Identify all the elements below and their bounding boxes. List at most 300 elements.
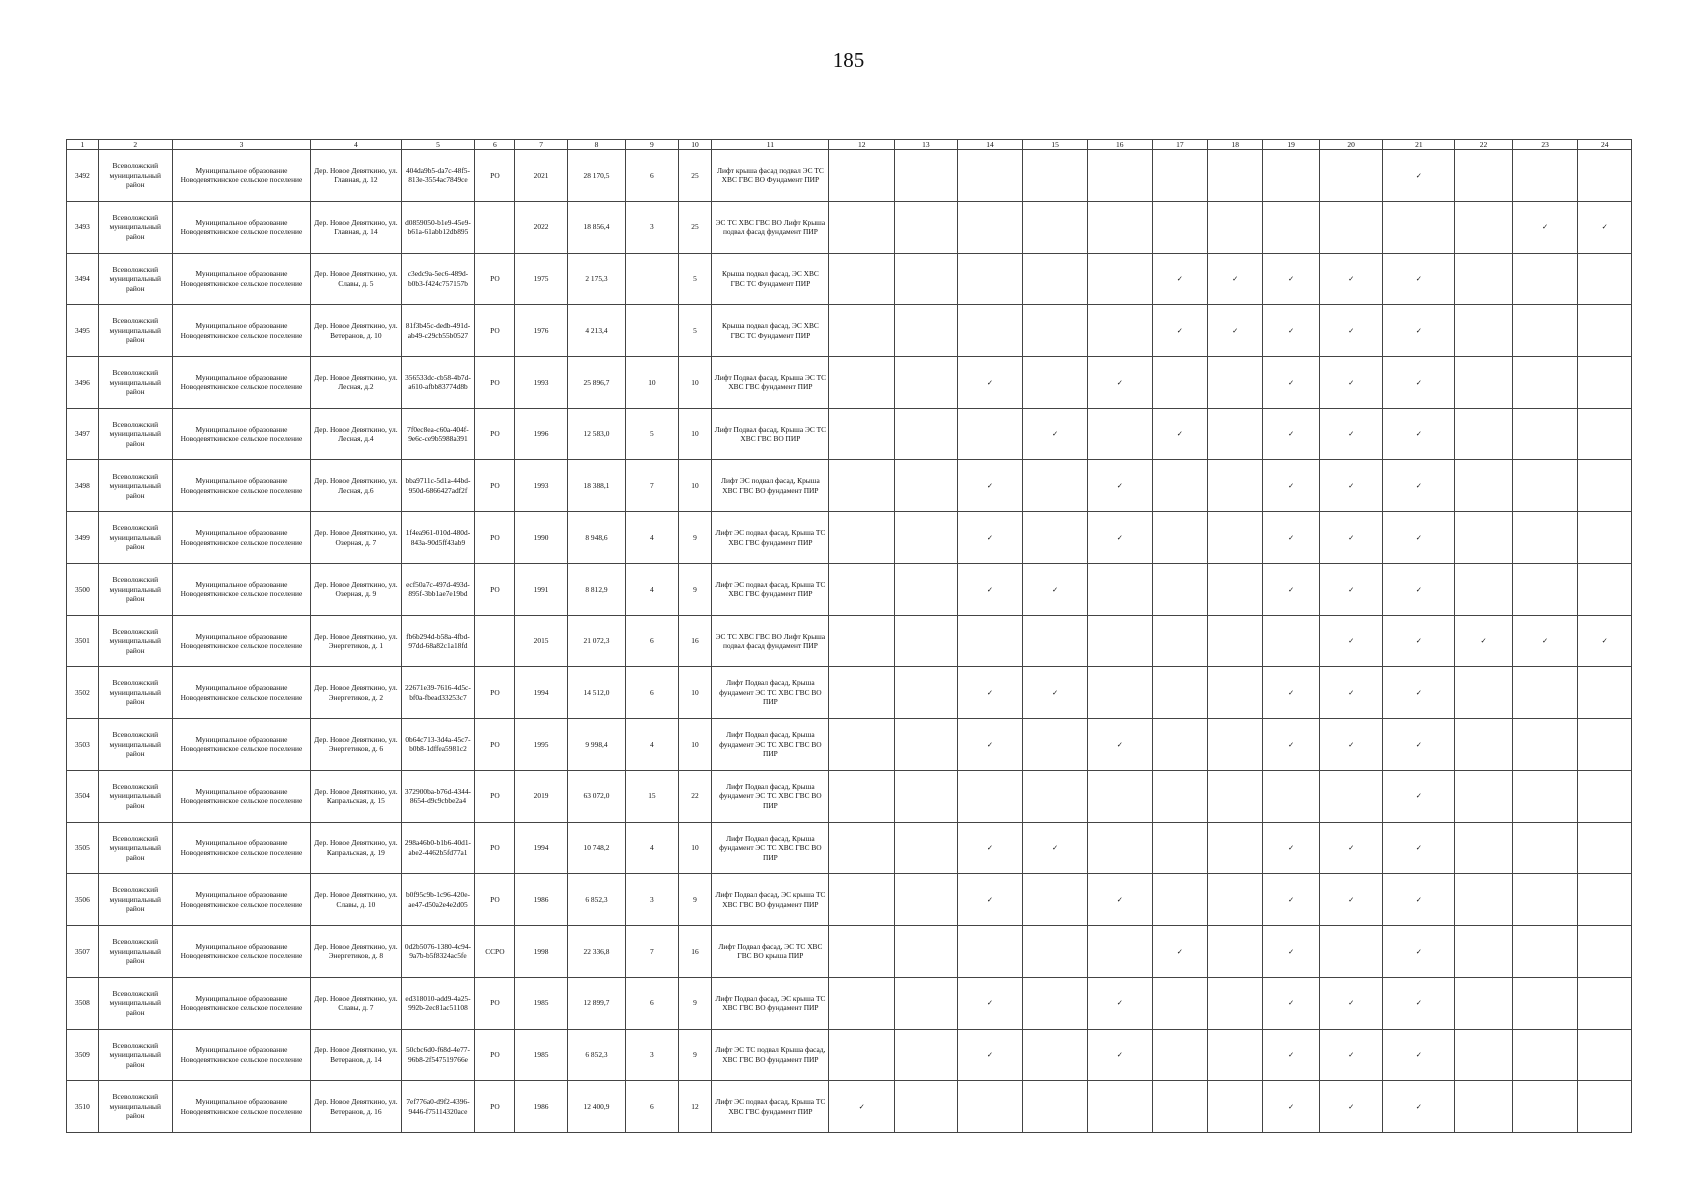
work-flag-col-20: ✓	[1319, 667, 1383, 719]
work-flag-col-14	[957, 408, 1023, 460]
work-flag-col-14: ✓	[957, 977, 1023, 1029]
address-cell: Дер. Новое Девяткино, ул. Главная, д. 12	[311, 150, 401, 202]
work-flag-col-22: ✓	[1455, 615, 1512, 667]
work-flag-col-19: ✓	[1263, 719, 1319, 771]
work-flag-col-12	[829, 563, 895, 615]
works-cell: Крыша подвал фасад, ЭС ХВС ГВС ТС Фундамент ПИР	[712, 305, 829, 357]
work-flag-col-16	[1087, 253, 1152, 305]
municipality-cell: Муниципальное образование Новодевяткинское сельское поселение	[172, 615, 311, 667]
column-number-24: 24	[1578, 140, 1632, 150]
table-row	[67, 874, 1632, 926]
area-cell: 12 899,7	[567, 977, 625, 1029]
work-flag-col-19: ✓	[1263, 1081, 1319, 1133]
work-flag-col-16	[1087, 926, 1152, 978]
work-flag-col-14	[957, 1081, 1023, 1133]
address-cell: Дер. Новое Девяткино, ул. Главная, д. 14	[311, 201, 401, 253]
column-number-13: 13	[895, 140, 958, 150]
address-cell: Дер. Новое Девяткино, ул. Энергетиков, д. 1	[311, 615, 401, 667]
fund-type-cell: РО	[475, 874, 515, 926]
work-flag-col-18	[1208, 150, 1263, 202]
house-id-cell: d0859050-b1e9-45e9-b61a-61abb12db895	[401, 201, 475, 253]
work-flag-col-22	[1455, 770, 1512, 822]
work-flag-col-19	[1263, 615, 1319, 667]
house-id-cell: ed318010-add9-4a25-992b-2ec81ac51108	[401, 977, 475, 1029]
municipality-cell: Муниципальное образование Новодевяткинское сельское поселение	[172, 460, 311, 512]
work-flag-col-21: ✓	[1383, 822, 1455, 874]
work-flag-col-16: ✓	[1087, 874, 1152, 926]
row-number: 3494	[67, 253, 99, 305]
build-year-cell: 1994	[515, 822, 567, 874]
work-flag-col-15	[1023, 874, 1088, 926]
work-flag-col-17: ✓	[1152, 253, 1207, 305]
work-flag-col-15	[1023, 201, 1088, 253]
work-flag-col-21: ✓	[1383, 408, 1455, 460]
work-flag-col-24	[1578, 356, 1632, 408]
build-year-cell: 1994	[515, 667, 567, 719]
address-cell: Дер. Новое Девяткино, ул. Лесная, д.6	[311, 460, 401, 512]
work-flag-col-17	[1152, 512, 1207, 564]
row-number: 3499	[67, 512, 99, 564]
work-flag-col-12	[829, 460, 895, 512]
work-flag-col-24: ✓	[1578, 201, 1632, 253]
area-cell: 14 512,0	[567, 667, 625, 719]
work-flag-col-22	[1455, 563, 1512, 615]
build-year-cell: 2019	[515, 770, 567, 822]
work-flag-col-15	[1023, 926, 1088, 978]
work-flag-col-15	[1023, 512, 1088, 564]
work-flag-col-21: ✓	[1383, 770, 1455, 822]
district-cell: Всеволожский муниципальный район	[98, 977, 172, 1029]
fund-type-cell: РО	[475, 512, 515, 564]
fund-type-cell: РО	[475, 770, 515, 822]
work-flag-col-23: ✓	[1512, 615, 1578, 667]
work-flag-col-17	[1152, 822, 1207, 874]
address-cell: Дер. Новое Девяткино, ул. Славы, д. 10	[311, 874, 401, 926]
work-flag-col-18	[1208, 822, 1263, 874]
table-row	[67, 408, 1632, 460]
row-number: 3495	[67, 305, 99, 357]
work-flag-col-13	[895, 1081, 958, 1133]
work-flag-col-17	[1152, 615, 1207, 667]
work-flag-col-17: ✓	[1152, 408, 1207, 460]
address-cell: Дер. Новое Девяткино, ул. Энергетиков, д. 2	[311, 667, 401, 719]
work-flag-col-13	[895, 977, 958, 1029]
house-id-cell: 356533dc-cb58-4b7d-a610-afbb83774d8b	[401, 356, 475, 408]
row-number: 3510	[67, 1081, 99, 1133]
municipality-cell: Муниципальное образование Новодевяткинское сельское поселение	[172, 926, 311, 978]
work-flag-col-21: ✓	[1383, 460, 1455, 512]
work-flag-col-20: ✓	[1319, 512, 1383, 564]
fund-type-cell	[475, 615, 515, 667]
build-year-cell: 2015	[515, 615, 567, 667]
column-number-21: 21	[1383, 140, 1455, 150]
work-flag-col-22	[1455, 356, 1512, 408]
work-flag-col-22	[1455, 201, 1512, 253]
work-flag-col-15	[1023, 615, 1088, 667]
municipality-cell: Муниципальное образование Новодевяткинское сельское поселение	[172, 667, 311, 719]
table-row	[67, 770, 1632, 822]
house-id-cell: 1f4ea961-010d-480d-843a-90d5ff43ab9	[401, 512, 475, 564]
build-year-cell: 1998	[515, 926, 567, 978]
district-cell: Всеволожский муниципальный район	[98, 822, 172, 874]
work-flag-col-13	[895, 1029, 958, 1081]
works-cell: Лифт Подвал фасад, ЭС ТС ХВС ГВС ВО крыша ПИР	[712, 926, 829, 978]
work-flag-col-21: ✓	[1383, 563, 1455, 615]
work-flag-col-18	[1208, 719, 1263, 771]
work-flag-col-12	[829, 615, 895, 667]
works-cell: Лифт ЭС ТС подвал Крыша фасад, ХВС ГВС ВО фундамент ПИР	[712, 1029, 829, 1081]
work-flag-col-13	[895, 150, 958, 202]
table-row	[67, 719, 1632, 771]
work-flag-col-24	[1578, 874, 1632, 926]
works-cell: Лифт ЭС подвал фасад, Крыша ТС ХВС ГВС фундамент ПИР	[712, 563, 829, 615]
work-flag-col-14: ✓	[957, 719, 1023, 771]
work-flag-col-23	[1512, 305, 1578, 357]
work-flag-col-15	[1023, 770, 1088, 822]
column-number-row	[67, 140, 1632, 150]
work-flag-col-17	[1152, 460, 1207, 512]
column-number-2: 2	[98, 140, 172, 150]
area-cell: 12 400,9	[567, 1081, 625, 1133]
work-flag-col-13	[895, 770, 958, 822]
build-year-cell: 2022	[515, 201, 567, 253]
work-flag-col-19: ✓	[1263, 563, 1319, 615]
work-flag-col-16: ✓	[1087, 977, 1152, 1029]
work-flag-col-21: ✓	[1383, 926, 1455, 978]
work-flag-col-14	[957, 201, 1023, 253]
municipality-cell: Муниципальное образование Новодевяткинское сельское поселение	[172, 719, 311, 771]
fund-type-cell: РО	[475, 822, 515, 874]
work-flag-col-24	[1578, 926, 1632, 978]
work-flag-col-14	[957, 150, 1023, 202]
work-flag-col-12	[829, 1029, 895, 1081]
area-cell: 4 213,4	[567, 305, 625, 357]
work-flag-col-13	[895, 460, 958, 512]
work-flag-col-18: ✓	[1208, 253, 1263, 305]
fund-type-cell	[475, 201, 515, 253]
term-cell: 10	[678, 719, 712, 771]
work-flag-col-21: ✓	[1383, 253, 1455, 305]
municipality-cell: Муниципальное образование Новодевяткинское сельское поселение	[172, 408, 311, 460]
work-flag-col-18	[1208, 874, 1263, 926]
work-flag-col-18	[1208, 977, 1263, 1029]
house-id-cell: 372900ba-b76d-4344-8654-d9c9cbbe2a4	[401, 770, 475, 822]
house-id-cell: bba9711c-5d1a-44bd-950d-6866427adf2f	[401, 460, 475, 512]
term-cell: 5	[678, 253, 712, 305]
fund-type-cell: РО	[475, 460, 515, 512]
work-flag-col-17	[1152, 667, 1207, 719]
work-flag-col-13	[895, 253, 958, 305]
row-number: 3493	[67, 201, 99, 253]
work-flag-col-24	[1578, 150, 1632, 202]
work-flag-col-12	[829, 719, 895, 771]
work-flag-col-14	[957, 305, 1023, 357]
column-number-10: 10	[678, 140, 712, 150]
work-flag-col-16	[1087, 408, 1152, 460]
address-cell: Дер. Новое Девяткино, ул. Капральская, д. 15	[311, 770, 401, 822]
work-flag-col-17	[1152, 874, 1207, 926]
work-flag-col-20: ✓	[1319, 719, 1383, 771]
work-flag-col-18	[1208, 563, 1263, 615]
work-flag-col-15	[1023, 1081, 1088, 1133]
floors-cell	[626, 253, 678, 305]
work-flag-col-23	[1512, 356, 1578, 408]
work-flag-col-22	[1455, 926, 1512, 978]
house-id-cell: c3edc9a-5ec6-489d-b0b3-f424c757157b	[401, 253, 475, 305]
work-flag-col-20	[1319, 201, 1383, 253]
work-flag-col-21: ✓	[1383, 719, 1455, 771]
fund-type-cell: РО	[475, 977, 515, 1029]
table-row	[67, 615, 1632, 667]
work-flag-col-13	[895, 719, 958, 771]
work-flag-col-12	[829, 201, 895, 253]
work-flag-col-24	[1578, 512, 1632, 564]
column-number-19: 19	[1263, 140, 1319, 150]
district-cell: Всеволожский муниципальный район	[98, 1029, 172, 1081]
area-cell: 63 072,0	[567, 770, 625, 822]
area-cell: 22 336,8	[567, 926, 625, 978]
work-flag-col-17	[1152, 201, 1207, 253]
work-flag-col-15: ✓	[1023, 822, 1088, 874]
work-flag-col-15: ✓	[1023, 667, 1088, 719]
build-year-cell: 1976	[515, 305, 567, 357]
work-flag-col-19: ✓	[1263, 305, 1319, 357]
municipality-cell: Муниципальное образование Новодевяткинское сельское поселение	[172, 305, 311, 357]
work-flag-col-13	[895, 563, 958, 615]
work-flag-col-20	[1319, 770, 1383, 822]
column-number-3: 3	[172, 140, 311, 150]
work-flag-col-16	[1087, 305, 1152, 357]
table-row	[67, 1081, 1632, 1133]
area-cell: 8 812,9	[567, 563, 625, 615]
address-cell: Дер. Новое Девяткино, ул. Лесная, д.4	[311, 408, 401, 460]
district-cell: Всеволожский муниципальный район	[98, 253, 172, 305]
work-flag-col-14	[957, 770, 1023, 822]
work-flag-col-24	[1578, 563, 1632, 615]
work-flag-col-18	[1208, 667, 1263, 719]
work-flag-col-24	[1578, 719, 1632, 771]
work-flag-col-13	[895, 926, 958, 978]
work-flag-col-17	[1152, 770, 1207, 822]
row-number: 3501	[67, 615, 99, 667]
district-cell: Всеволожский муниципальный район	[98, 460, 172, 512]
term-cell: 10	[678, 356, 712, 408]
work-flag-col-12	[829, 253, 895, 305]
work-flag-col-24	[1578, 770, 1632, 822]
work-flag-col-19: ✓	[1263, 977, 1319, 1029]
address-cell: Дер. Новое Девяткино, ул. Энергетиков, д. 6	[311, 719, 401, 771]
works-cell: Лифт Подвал фасад, Крыша фундамент ЭС ТС ХВС ГВС ВО ПИР	[712, 822, 829, 874]
works-cell: Лифт ЭС подвал фасад, Крыша ТС ХВС ГВС фундамент ПИР	[712, 512, 829, 564]
work-flag-col-23	[1512, 667, 1578, 719]
table-row	[67, 512, 1632, 564]
column-number-12: 12	[829, 140, 895, 150]
work-flag-col-18	[1208, 1029, 1263, 1081]
floors-cell: 3	[626, 1029, 678, 1081]
area-cell: 8 948,6	[567, 512, 625, 564]
house-id-cell: fb6b294d-b58a-4fbd-97dd-68a82c1a18fd	[401, 615, 475, 667]
work-flag-col-16: ✓	[1087, 719, 1152, 771]
work-flag-col-12	[829, 926, 895, 978]
address-cell: Дер. Новое Девяткино, ул. Энергетиков, д. 8	[311, 926, 401, 978]
works-cell: Лифт Подвал фасад, Крыша фундамент ЭС ТС ХВС ГВС ВО ПИР	[712, 770, 829, 822]
municipality-cell: Муниципальное образование Новодевяткинское сельское поселение	[172, 977, 311, 1029]
work-flag-col-17: ✓	[1152, 926, 1207, 978]
work-flag-col-22	[1455, 719, 1512, 771]
floors-cell: 4	[626, 719, 678, 771]
term-cell: 16	[678, 926, 712, 978]
district-cell: Всеволожский муниципальный район	[98, 305, 172, 357]
work-flag-col-21: ✓	[1383, 874, 1455, 926]
page-number: 185	[832, 48, 865, 72]
term-cell: 22	[678, 770, 712, 822]
work-flag-col-17	[1152, 1081, 1207, 1133]
column-number-17: 17	[1152, 140, 1207, 150]
term-cell: 10	[678, 408, 712, 460]
fund-type-cell: РО	[475, 563, 515, 615]
work-flag-col-22	[1455, 977, 1512, 1029]
build-year-cell: 1995	[515, 719, 567, 771]
work-flag-col-15	[1023, 150, 1088, 202]
work-flag-col-22	[1455, 408, 1512, 460]
build-year-cell: 1990	[515, 512, 567, 564]
work-flag-col-13	[895, 874, 958, 926]
works-cell: Лифт Подвал фасад, Крыша ЭС ТС ХВС ГВС ВО ПИР	[712, 408, 829, 460]
work-flag-col-24	[1578, 460, 1632, 512]
work-flag-col-16	[1087, 1081, 1152, 1133]
work-flag-col-12	[829, 977, 895, 1029]
address-cell: Дер. Новое Девяткино, ул. Ветеранов, д. 14	[311, 1029, 401, 1081]
row-number: 3492	[67, 150, 99, 202]
house-id-cell: 22671e39-7616-4d5c-bf0a-fbead33253c7	[401, 667, 475, 719]
work-flag-col-21: ✓	[1383, 1029, 1455, 1081]
work-flag-col-21: ✓	[1383, 615, 1455, 667]
work-flag-col-17	[1152, 719, 1207, 771]
row-number: 3506	[67, 874, 99, 926]
work-flag-col-16	[1087, 563, 1152, 615]
work-flag-col-14: ✓	[957, 460, 1023, 512]
work-flag-col-14: ✓	[957, 512, 1023, 564]
column-number-7: 7	[515, 140, 567, 150]
work-flag-col-12	[829, 874, 895, 926]
work-flag-col-13	[895, 667, 958, 719]
work-flag-col-18	[1208, 770, 1263, 822]
work-flag-col-12	[829, 822, 895, 874]
column-number-16: 16	[1087, 140, 1152, 150]
work-flag-col-15	[1023, 460, 1088, 512]
work-flag-col-23: ✓	[1512, 201, 1578, 253]
work-flag-col-19	[1263, 770, 1319, 822]
address-cell: Дер. Новое Девяткино, ул. Озерная, д. 7	[311, 512, 401, 564]
work-flag-col-16: ✓	[1087, 460, 1152, 512]
column-number-23: 23	[1512, 140, 1578, 150]
work-flag-col-23	[1512, 822, 1578, 874]
term-cell: 5	[678, 305, 712, 357]
table-row	[67, 667, 1632, 719]
work-flag-col-24	[1578, 1081, 1632, 1133]
district-cell: Всеволожский муниципальный район	[98, 770, 172, 822]
house-id-cell: 81f3b45c-dedb-491d-ab49-c29cb55b0527	[401, 305, 475, 357]
work-flag-col-19: ✓	[1263, 667, 1319, 719]
fund-type-cell: РО	[475, 356, 515, 408]
column-number-9: 9	[626, 140, 678, 150]
work-flag-col-21	[1383, 201, 1455, 253]
address-cell: Дер. Новое Девяткино, ул. Лесная, д.2	[311, 356, 401, 408]
work-flag-col-23	[1512, 150, 1578, 202]
build-year-cell: 1986	[515, 1081, 567, 1133]
work-flag-col-13	[895, 305, 958, 357]
floors-cell: 6	[626, 1081, 678, 1133]
area-cell: 6 852,3	[567, 874, 625, 926]
house-id-cell: 7ef776a0-d9f2-4396-9446-f75114320ace	[401, 1081, 475, 1133]
work-flag-col-13	[895, 822, 958, 874]
work-flag-col-23	[1512, 719, 1578, 771]
term-cell: 25	[678, 201, 712, 253]
work-flag-col-17	[1152, 563, 1207, 615]
work-flag-col-14: ✓	[957, 356, 1023, 408]
floors-cell: 3	[626, 201, 678, 253]
table-row	[67, 822, 1632, 874]
address-cell: Дер. Новое Девяткино, ул. Капральская, д. 19	[311, 822, 401, 874]
work-flag-col-22	[1455, 460, 1512, 512]
build-year-cell: 2021	[515, 150, 567, 202]
district-cell: Всеволожский муниципальный район	[98, 408, 172, 460]
work-flag-col-21: ✓	[1383, 512, 1455, 564]
municipality-cell: Муниципальное образование Новодевяткинское сельское поселение	[172, 512, 311, 564]
municipality-cell: Муниципальное образование Новодевяткинское сельское поселение	[172, 1081, 311, 1133]
district-cell: Всеволожский муниципальный район	[98, 356, 172, 408]
work-flag-col-20: ✓	[1319, 977, 1383, 1029]
floors-cell: 7	[626, 460, 678, 512]
row-number: 3509	[67, 1029, 99, 1081]
table-row	[67, 253, 1632, 305]
work-flag-col-19: ✓	[1263, 460, 1319, 512]
work-flag-col-24	[1578, 977, 1632, 1029]
column-number-20: 20	[1319, 140, 1383, 150]
fund-type-cell: РО	[475, 719, 515, 771]
table-row	[67, 201, 1632, 253]
fund-type-cell: РО	[475, 408, 515, 460]
work-flag-col-16	[1087, 615, 1152, 667]
work-flag-col-22	[1455, 822, 1512, 874]
work-flag-col-18: ✓	[1208, 305, 1263, 357]
works-cell: Лифт ЭС подвал фасад, Крыша ТС ХВС ГВС фундамент ПИР	[712, 1081, 829, 1133]
table-row	[67, 460, 1632, 512]
work-flag-col-20: ✓	[1319, 615, 1383, 667]
work-flag-col-18	[1208, 512, 1263, 564]
works-cell: ЭС ТС ХВС ГВС ВО Лифт Крыша подвал фасад фундамент ПИР	[712, 201, 829, 253]
row-number: 3503	[67, 719, 99, 771]
work-flag-col-22	[1455, 253, 1512, 305]
works-cell: Лифт ЭС подвал фасад, Крыша ХВС ГВС ВО фундамент ПИР	[712, 460, 829, 512]
house-id-cell: b0f95c9b-1c96-420e-ae47-d50a2e4e2d05	[401, 874, 475, 926]
work-flag-col-17	[1152, 977, 1207, 1029]
work-flag-col-23	[1512, 512, 1578, 564]
row-number: 3496	[67, 356, 99, 408]
district-cell: Всеволожский муниципальный район	[98, 874, 172, 926]
work-flag-col-12	[829, 150, 895, 202]
row-number: 3508	[67, 977, 99, 1029]
work-flag-col-20: ✓	[1319, 253, 1383, 305]
municipality-cell: Муниципальное образование Новодевяткинское сельское поселение	[172, 563, 311, 615]
work-flag-col-12	[829, 408, 895, 460]
work-flag-col-18	[1208, 1081, 1263, 1133]
column-number-4: 4	[311, 140, 401, 150]
floors-cell: 15	[626, 770, 678, 822]
house-id-cell: 0d2b5076-1380-4c94-9a7b-b5f8324ac5fe	[401, 926, 475, 978]
district-cell: Всеволожский муниципальный район	[98, 926, 172, 978]
row-number: 3504	[67, 770, 99, 822]
